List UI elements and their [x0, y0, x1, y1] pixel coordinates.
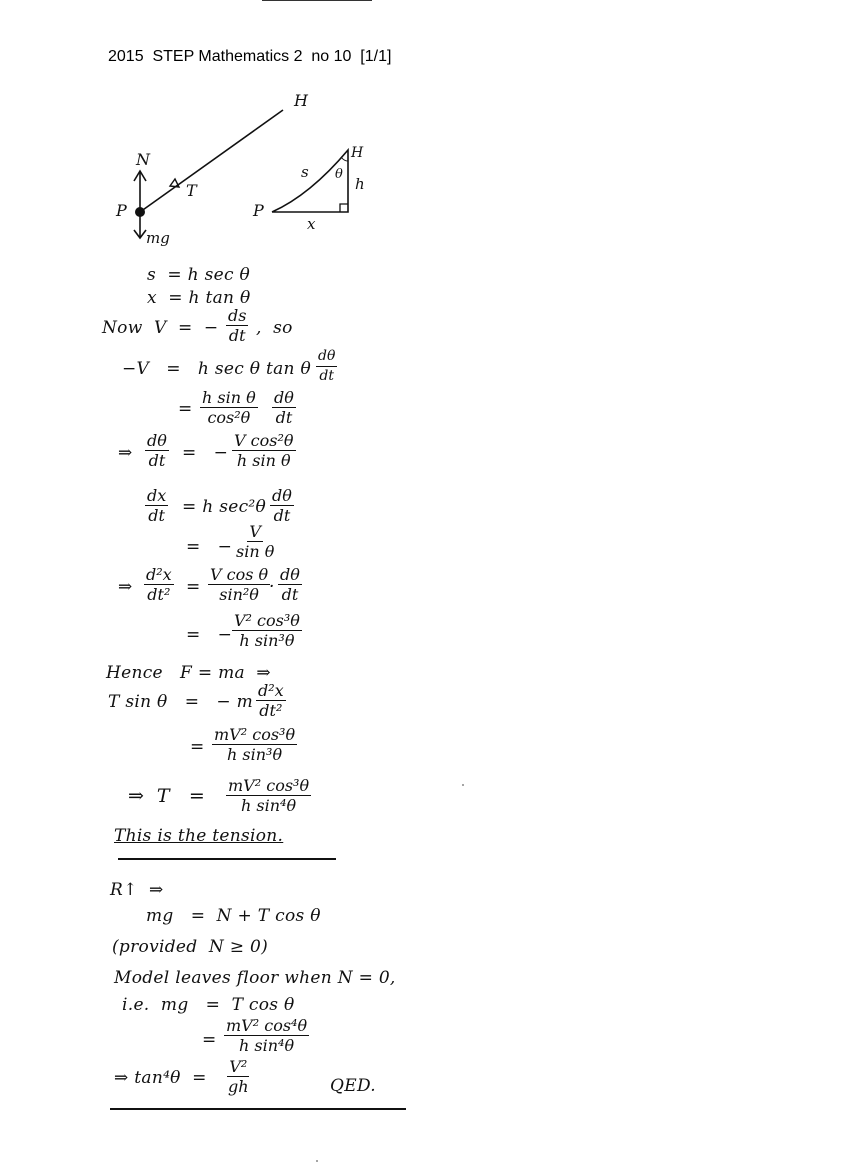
frac-dtheta-dt-1: $\frac{d\theta}{dt}$ [318, 348, 336, 384]
eq-s: s = h sec θ [147, 265, 251, 285]
provided-condition: (provided N ≥ 0) [112, 937, 269, 957]
tri-label-s: s [301, 163, 309, 181]
tri-label-h: h [355, 175, 365, 193]
frac-mv2cos3-hsin4: $\frac{\text{mV² cos³θ}}{\text{h sin⁴θ}}$ [228, 776, 310, 815]
eq-8-mid: = − [186, 537, 233, 557]
eq-13-equals: = [190, 737, 205, 757]
frac-vcos2-hsin: $\frac{\text{V cos²θ}}{\text{h sin θ}}$ [234, 431, 294, 470]
eq-6-mid: = − [182, 443, 229, 463]
string-line [140, 110, 283, 212]
eq-tsin: T sin θ = − m [108, 692, 254, 712]
eq-x: x = h tan θ [147, 288, 251, 308]
frac-d2x-dt2-2: $\frac{\text{d²x}}{\text{dt²}}$ [258, 681, 284, 720]
eq-9-dot: · [269, 577, 275, 597]
eq-v-suffix: , so [256, 318, 293, 338]
tri-label-p: P [253, 201, 264, 220]
scan-speck [462, 784, 464, 786]
frac-hsin-cos2: $\frac{\text{h sin θ}}{\text{cos²θ}}$ [202, 388, 256, 427]
frac-vcos-sin2: $\frac{\text{V cos θ}}{\text{sin²θ}}$ [210, 565, 269, 604]
frac-dtheta-dt-3: $\frac{d\theta}{dt}$ [147, 431, 167, 470]
eq-6-implies: ⇒ [118, 443, 133, 463]
eq-9-equals: = [186, 577, 201, 597]
tri-label-h-top: H [351, 145, 364, 161]
final-rule [110, 1108, 406, 1110]
resolve-up: R↑ ⇒ [110, 880, 164, 900]
eq-7-mid: = h sec²θ [182, 497, 267, 517]
tension-statement: This is the tension. [114, 826, 284, 846]
frac-ds-dt: $\frac{ds}{dt}$ [228, 306, 247, 345]
label-mg: mg [146, 229, 170, 247]
label-h: H [294, 91, 308, 110]
eq-mg-balance: mg = N + T cos θ [146, 906, 321, 926]
frac-v2-gh: $\frac{\text{V²}}{gh}$ [228, 1057, 249, 1096]
frac-d2x-dt2: $\frac{\text{d²x}}{\text{dt²}}$ [146, 565, 172, 604]
eq-10-mid: = − [186, 625, 233, 645]
label-p: P [116, 201, 127, 220]
top-edge-line [262, 0, 372, 1]
qed-mark: QED. [330, 1076, 376, 1096]
tension-arrowhead [170, 179, 179, 187]
angle-arc [341, 157, 348, 161]
eq-21-equals: = [202, 1030, 217, 1050]
eq-t-result: ⇒ T = [128, 785, 206, 807]
eq-minus-v: −V = h sec θ tan θ [122, 359, 312, 379]
leaves-floor-statement: Model leaves floor when N = 0, [114, 968, 396, 988]
eq-hence-f-ma: Hence F = ma ⇒ [106, 663, 271, 683]
eq-mg-tcos: i.e. mg = T cos θ [122, 995, 295, 1015]
frac-v2cos3-hsin3: $\frac{\text{V² cos³θ}}{\text{h sin³θ}}$ [234, 611, 300, 650]
label-n: N [136, 150, 150, 169]
right-angle-mark [340, 204, 348, 212]
frac-v-sin: $\frac{V}{\text{sin θ}}$ [236, 522, 275, 561]
tri-label-theta: θ [335, 167, 343, 182]
frac-dtheta-dt-5: $\frac{d\theta}{dt}$ [280, 565, 300, 604]
label-t: T [186, 181, 197, 200]
frac-mv2cos3-hsin3: $\frac{\text{mV² cos³θ}}{\text{h sin³θ}}$ [214, 725, 296, 764]
tri-label-x: x [307, 215, 316, 233]
eq-v-definition: Now V = − [102, 318, 219, 338]
eq-tan4-result: ⇒ tan⁴θ = [114, 1068, 207, 1088]
frac-dtheta-dt-2: $\frac{d\theta}{dt}$ [274, 388, 294, 427]
eq-5-equals: = [178, 399, 193, 419]
frac-dtheta-dt-4: $\frac{d\theta}{dt}$ [272, 486, 292, 525]
scan-speck [316, 1160, 318, 1162]
eq-9-implies: ⇒ [118, 577, 133, 597]
force-diagram [100, 85, 400, 255]
frac-mv2cos4-hsin4: $\frac{\text{mV² cos⁴θ}}{\text{h sin⁴θ}}$ [226, 1016, 308, 1055]
page-header: 2015 STEP Mathematics 2 no 10 [1/1] [108, 48, 392, 65]
section-divider [118, 858, 336, 860]
frac-dx-dt: $\frac{dx}{dt}$ [147, 486, 167, 525]
